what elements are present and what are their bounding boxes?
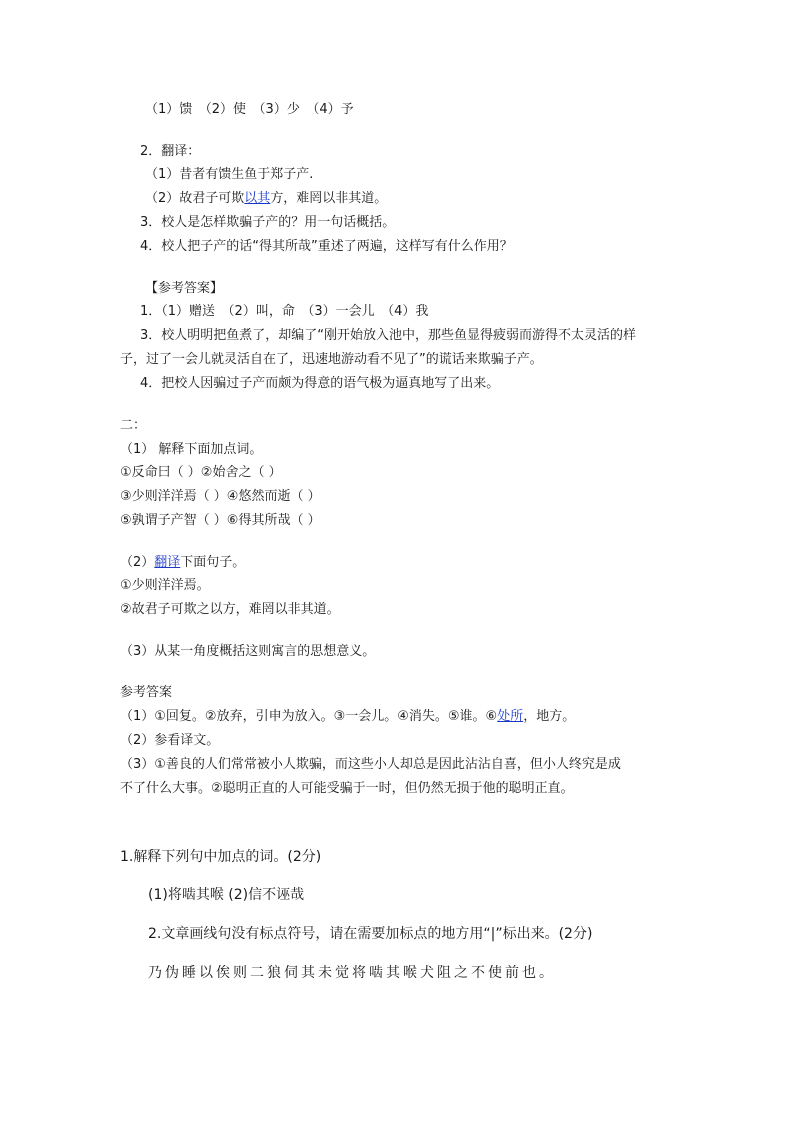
ref-1-post: ，地方。 xyxy=(523,709,576,724)
answer-3-line-2: 子，过了一会儿就灵活自在了，迅速地游动看不见了”的谎话来欺骗子产。 xyxy=(120,352,543,367)
q3: 3．校人是怎样欺骗子产的？用一句话概括。 xyxy=(140,215,396,230)
q4: 4．校人把子产的话“得其所哉”重述了两遍，这样写有什么作用？ xyxy=(140,239,513,254)
q2-item-1: （1）昔者有馈生鱼于郑子产. xyxy=(145,167,314,182)
p2-title-pre: （2） xyxy=(120,555,155,570)
p2-item-2: ②故君子可欺之以方，难罔以非其道。 xyxy=(120,602,340,617)
location-link[interactable]: 处所 xyxy=(497,709,524,724)
s3-q2: 2.文章画线句没有标点符号，请在需要加标点的地方用“|”标出来。(2分) xyxy=(148,926,593,942)
answer-4: 4．把校人因骗过子产而颇为得意的语气极为逼真地写了出来。 xyxy=(140,376,500,391)
ref-3-line-1: （3）①善良的人们常常被小人欺骗，而这些小人却总是因此沾沾自喜，但小人终究是成 xyxy=(120,757,621,772)
s3-q1-items: (1)将啮其喉 (2)信不诬哉 xyxy=(148,887,305,903)
s3-sentence: 乃伪睡以俟则二狼伺其未觉将啮其喉犬阻之不使前也。 xyxy=(148,965,556,981)
ref-1 xyxy=(120,708,575,726)
translate-link[interactable]: 翻译 xyxy=(154,555,181,570)
p1-row-2: ③少则洋洋焉（ ）④悠然而逝（ ） xyxy=(120,489,321,504)
p1-row-1: ①反命曰（ ）②始舍之（ ） xyxy=(120,465,282,480)
p2-item-1: ①少则洋洋焉。 xyxy=(120,578,210,593)
p1-row-3: ⑤孰谓子产智（ ）⑥得其所哉（ ） xyxy=(120,513,321,528)
s3-q1: 1.解释下列句中加点的词。(2分) xyxy=(120,849,322,865)
p3-title: （3）从某一角度概括这则寓言的思想意义。 xyxy=(120,644,376,659)
q2-item-2 xyxy=(145,190,387,208)
ref-1-pre: （1）①回复。②放弃，引申为放入。③一会儿。④消失。⑤谁。⑥ xyxy=(120,709,498,724)
ref-3-line-2: 不了什么大事。②聪明正直的人可能受骗于一时，但仍然无损于他的聪明正直。 xyxy=(120,781,574,796)
q2-link[interactable]: 以其 xyxy=(244,191,271,206)
q2-item-2-post: 方，难罔以非其道。 xyxy=(270,191,388,206)
answer-title: 【参考答案】 xyxy=(145,281,224,296)
ref-2: （2）参看译文。 xyxy=(120,733,220,748)
answer-1: 1．（1）赠送 （2）叫，命 （3）一会儿 （4）我 xyxy=(140,304,429,319)
q2-item-2-pre: （2）故君子可欺 xyxy=(145,191,245,206)
p2-title xyxy=(120,554,245,572)
p1-title: （1） 解释下面加点词。 xyxy=(120,442,263,457)
section2-heading: 二： xyxy=(120,418,147,433)
q2-title: 2．翻译： xyxy=(140,144,201,159)
vocab-items: （1）馈 （2）使 （3）少 （4）予 xyxy=(145,102,354,117)
answer-3-line-1: 3．校人明明把鱼煮了，却编了“刚开始放入池中，那些鱼显得疲弱而游得不太灵活的样 xyxy=(140,328,637,343)
ref-title: 参考答案 xyxy=(120,685,173,700)
p2-title-post: 下面句子。 xyxy=(180,555,246,570)
